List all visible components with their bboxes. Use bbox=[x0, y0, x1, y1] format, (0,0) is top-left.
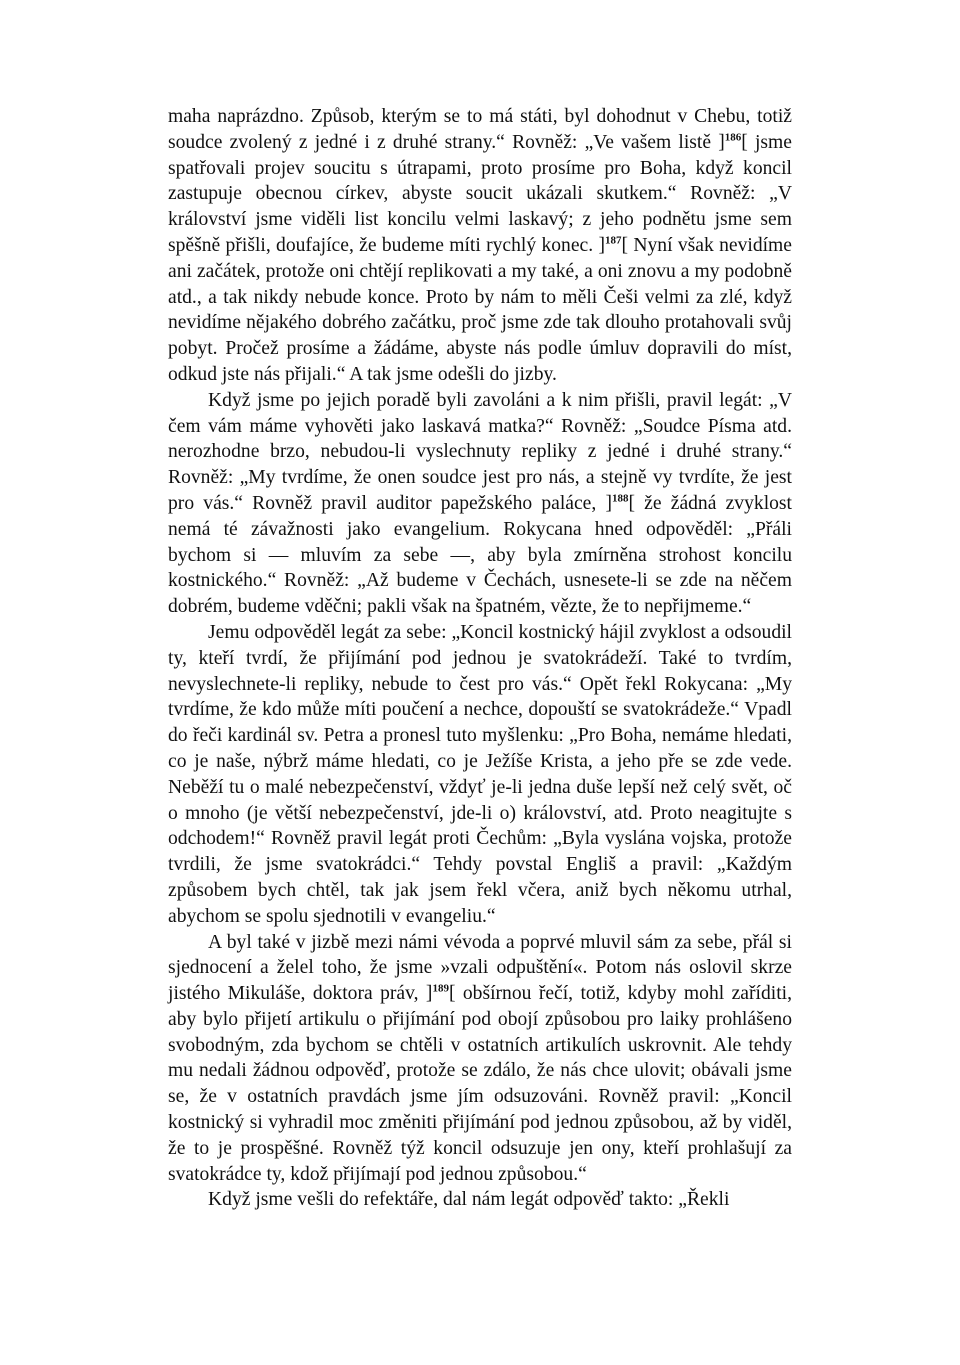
body-paragraph bbox=[168, 1187, 792, 1213]
page-marker-number: 186 bbox=[724, 131, 742, 144]
paragraph-text: Když jsme po jejich poradě byli zavoláni a k nim přišli, pravil legát: „V čem vám máme vyhověti jako laskavá matka?“ Rovněž: „Soudce Písma atd. nerozhodne brzo, nebudou-li vyslechnuty repliky z jedné i druhé strany.“ Rovněž: „My tvrdíme, že onen soudce jest pro nás, a stejně vy tvrdíte, že jest pro vás.“ Rovněž pravil auditor papežského paláce, bbox=[168, 389, 792, 514]
paragraph-text: maha naprázdno. Způsob, kterým se to má státi, byl dohodnut v Chebu, totiž soudce zvolený z jedné i z druhé strany.“ Rovněž: „Ve vašem listě bbox=[168, 106, 792, 153]
paragraph-text: obšírnou řečí, totiž, kdyby mohl zaříditi, aby bylo přijetí artikulu o přijímání pod obojí způsobou pro laiky prohlášeno svobodným, zda bychom se chtěli v ostatních artikulích uskrovnit. Ale tehdy mu nedali žádnou odpověď, protože se zdálo, že nás chce ulovit; obávali jsme se, že v ostatních pravdách jsme jím odsuzováni. Rovněž pravil: „Koncil kostnický si vyhradil moc změniti přijímání pod jednou způsobou, až by viděl, že to je prospěšné. Rovněž týž koncil odsuzuje jen ony, kteří prohlašují za svatokrádce ty, kdož přijímají pod jednou způsobou.“ bbox=[168, 983, 792, 1185]
body-paragraph bbox=[168, 930, 792, 1188]
page-marker: ]$^{186}$[ bbox=[718, 131, 748, 153]
paragraph-text: že žádná zvyklost nemá té závažnosti jako evangelium. Rokycana hned odpověděl: „Přáli bychom si — mluvím za sebe —, aby byla zmírněna strohost koncilu kostnického.“ Rovněž: „Až budeme v Čechách, usnesete-li se zde na něčem dobrém, budeme vděčni; pakli však na špatném, vězte, že to nepřijmeme.“ bbox=[168, 492, 792, 618]
page-marker: ]$^{188}$[ bbox=[605, 492, 635, 514]
paragraph-text: Nyní však nevidíme ani začátek, protože oni chtějí replikovati a my také, a oni znovu a my podobně atd., a tak nikdy nebude konce. Proto by nám to měli Češi velmi za zlé, když nevidíme nějakého dobrého začátku, proč jsme zde tak dlouho protahovali svůj pobyt. Pročež prosíme a žádáme, abyste nás podle úmluv dopravili do míst, odkud jste nás přijali.“ A tak jsme odešli do jizby. bbox=[168, 234, 792, 385]
page-marker: ]$^{189}$[ bbox=[425, 982, 456, 1005]
page-marker-number: 188 bbox=[611, 492, 629, 505]
paragraph-text: jsme spatřovali projev soucitu s útrapami, proto prosíme pro Boha, když koncil zastupuje obecnou církev, abyste soucit ukázali skutkem.“ Rovněž: „V království jsme viděli list koncilu velmi laskavý; z jeho podnětu jsme sem spěšně přišli, doufajíce, že budeme míti rychlý konec. bbox=[168, 131, 792, 256]
body-paragraph bbox=[168, 104, 792, 388]
page-text-block bbox=[168, 104, 792, 1213]
page-marker: ]$^{187}$[ bbox=[598, 234, 629, 256]
body-paragraph bbox=[168, 388, 792, 620]
paragraph-text: Když jsme vešli do refektáře, dal nám legát odpověď takto: „Řekli bbox=[208, 1189, 730, 1211]
page-marker-number: 189 bbox=[432, 982, 449, 995]
page-marker-number: 187 bbox=[605, 234, 622, 247]
paragraph-text: A byl také v jizbě mezi námi vévoda a poprvé mluvil sám za sebe, přál si sjednocení a želel toho, že jsme »vzali odpuštění«. Potom nás oslovil skrze jistého Mikuláše, doktora práv, bbox=[168, 931, 792, 1005]
body-paragraph bbox=[168, 620, 792, 930]
paragraph-text: Jemu odpověděl legát za sebe: „Koncil kostnický hájil zvyklost a odsoudil ty, kteří tvrdí, že přijímání pod jednou je svatokrádeží. Také to tvrdím, nevyslechnete-li repliky, nebude to čest pro vás.“ Opět řekl Rokycana: „My tvrdíme, že kdo může míti poučení a nechce, dopouští se svatokrádeže.“ Vpadl do řeči kardinál sv. Petra a pronesl tuto myšlenku: „Pro Boha, nemáme hledati, co je naše, nýbrž máme hledati, co je Ježíše Krista, a jeho pře se zde vede. Neběží tu o malé nebezpečenství, vždyť je-li jedna duše lepší než celý svět, oč o mnoho (je větší nebezpečenství, jde-li o) království, atd. Proto neagitujte s odchodem!“ Rovněž pravil legát proti Čechům: „Byla vyslána vojska, protože tvrdili, že jsme svatokrádci.“ Tehdy povstal Engliš a pravil: „Každým způsobem bych chtěl, tak jak jsem řekl včera, aniž bych někomu utrhal, abychom se spolu sjednotili v evangeliu.“ bbox=[168, 621, 792, 927]
